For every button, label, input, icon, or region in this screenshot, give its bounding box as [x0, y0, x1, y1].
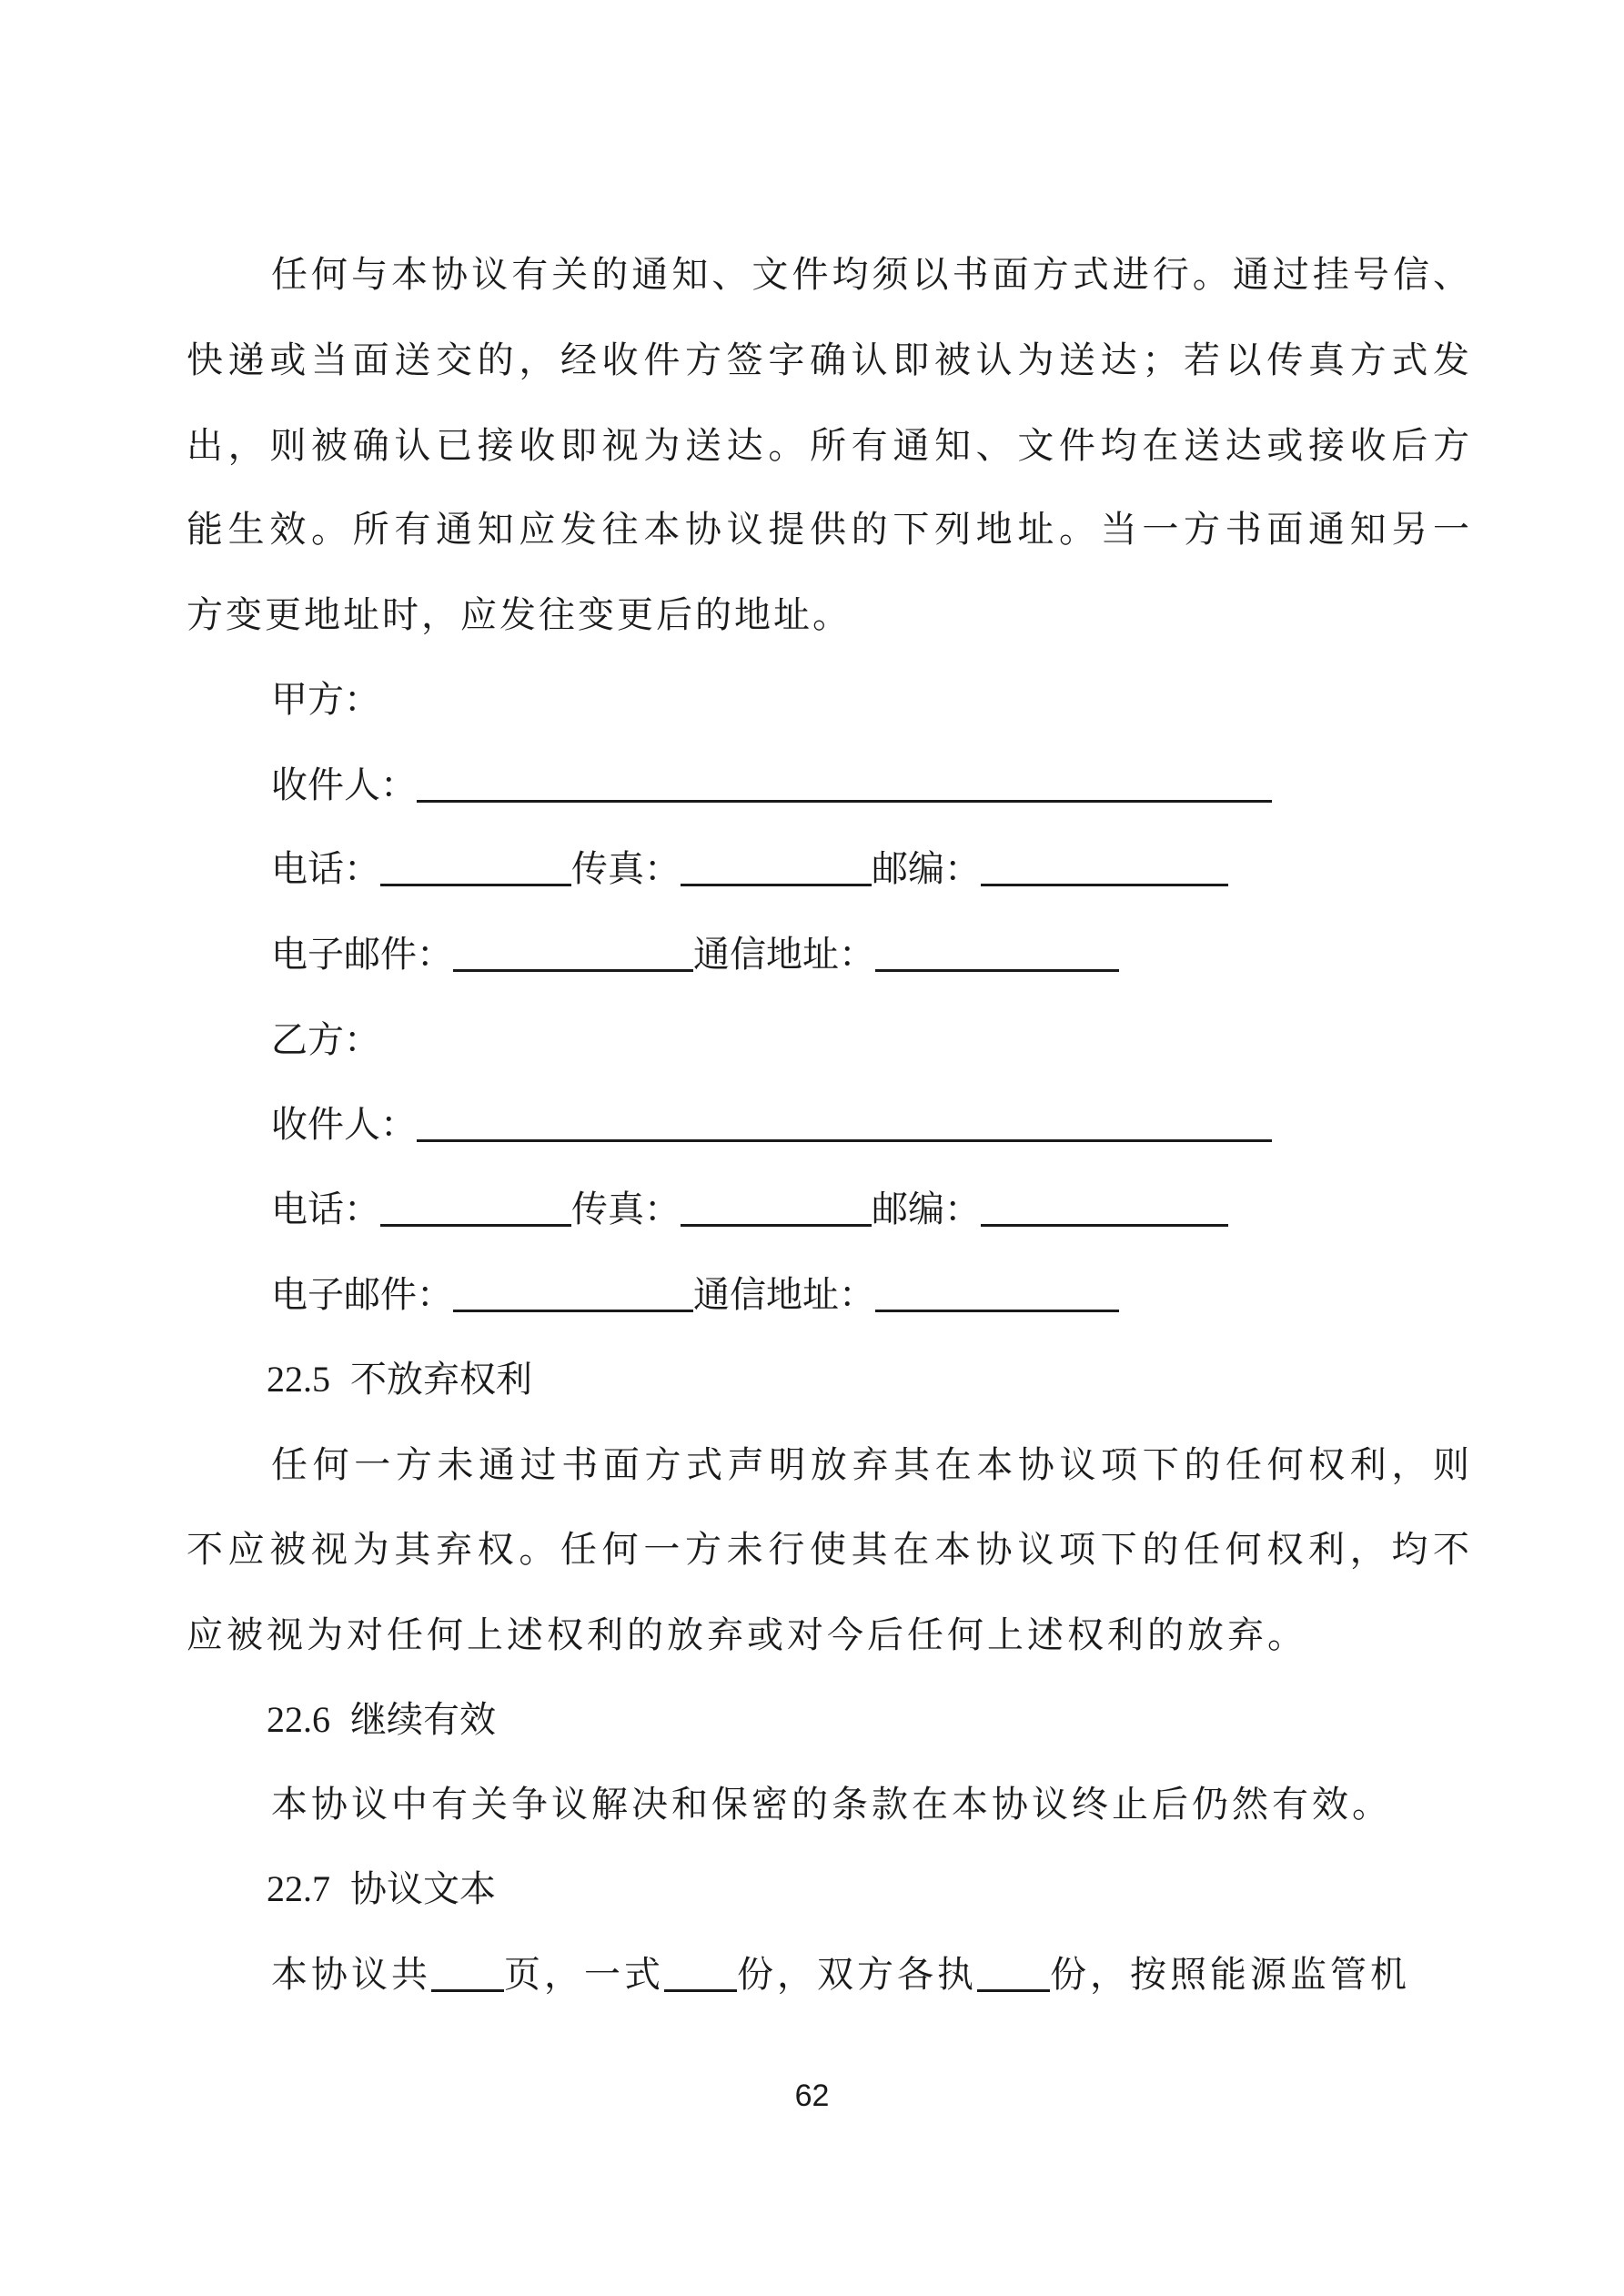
paragraph-line: 快递或当面送交的，经收件方签字确认即被认为送达；若以传真方式发: [187, 339, 1469, 381]
copies-total-blank[interactable]: [664, 1953, 737, 1992]
fax-blank[interactable]: [681, 847, 872, 886]
party-a-email-row: [271, 932, 1119, 977]
section-heading-22-5: [267, 1357, 532, 1402]
section-title: 协议文本: [350, 1868, 496, 1910]
phone-blank[interactable]: [380, 847, 571, 886]
section-number: 22.6: [267, 1699, 330, 1740]
fax-blank[interactable]: [681, 1188, 872, 1227]
recipient-blank[interactable]: [417, 1103, 1272, 1142]
paragraph-line: 应被视为对任何上述权利的放弃或对今后任何上述权利的放弃。: [187, 1614, 1307, 1656]
email-blank[interactable]: [453, 933, 693, 972]
section-number: 22.7: [267, 1868, 330, 1909]
party-a-title: 甲方：: [271, 679, 380, 721]
copies-line: [271, 1952, 1410, 1998]
paragraph-line: 方变更地址时，应发往变更后的地址。: [187, 594, 852, 636]
paragraph-line: 任何一方未通过书面方式声明放弃其在本协议项下的任何权利，则: [271, 1444, 1469, 1486]
pages-blank[interactable]: [431, 1953, 504, 1992]
section-number: 22.5: [267, 1359, 330, 1400]
phone-blank[interactable]: [380, 1188, 571, 1227]
page-number: 62: [794, 2079, 830, 2113]
party-b-contact-row: [271, 1187, 1228, 1232]
fax-label: 传真：: [571, 1188, 681, 1230]
email-label: 电子邮件：: [271, 1274, 453, 1316]
section-heading-22-6: [267, 1697, 496, 1743]
address-label: 通信地址：: [693, 1274, 875, 1316]
copies-each-blank[interactable]: [977, 1953, 1050, 1992]
recipient-label: 收件人：: [271, 764, 417, 806]
paragraph-line: 能生效。所有通知应发往本协议提供的下列地址。当一方书面通知另一: [187, 509, 1469, 551]
section-heading-22-7: [267, 1866, 496, 1912]
email-label: 电子邮件：: [271, 934, 453, 976]
party-a-contact-row: [271, 846, 1228, 892]
paragraph-line: 本协议中有关争议解决和保密的条款在本协议终止后仍然有效。: [271, 1784, 1392, 1826]
paragraph-line: 出，则被确认已接收即视为送达。所有通知、文件均在送达或接收后方: [187, 425, 1469, 467]
party-b-recipient-row: [271, 1102, 1272, 1148]
postcode-blank[interactable]: [981, 847, 1228, 886]
email-blank[interactable]: [453, 1273, 693, 1312]
party-b-title: 乙方：: [271, 1019, 380, 1061]
postcode-label: 邮编：: [872, 848, 981, 890]
postcode-label: 邮编：: [872, 1188, 981, 1230]
copies-text: 份，双方各执: [737, 1954, 977, 1996]
section-title: 继续有效: [350, 1699, 496, 1741]
copies-text: 页，一式: [504, 1954, 664, 1996]
fax-label: 传真：: [571, 848, 681, 890]
section-title: 不放弃权利: [350, 1359, 532, 1401]
postcode-blank[interactable]: [981, 1188, 1228, 1227]
party-a-recipient-row: [271, 763, 1272, 808]
phone-label: 电话：: [271, 848, 380, 890]
copies-text: 份，按照能源监管机: [1050, 1954, 1410, 1996]
recipient-label: 收件人：: [271, 1104, 417, 1146]
paragraph-line: 不应被视为其弃权。任何一方未行使其在本协议项下的任何权利，均不: [187, 1529, 1469, 1571]
address-label: 通信地址：: [693, 934, 875, 976]
recipient-blank[interactable]: [417, 764, 1272, 803]
address-blank[interactable]: [875, 933, 1119, 972]
copies-text: 本协议共: [271, 1954, 431, 1996]
phone-label: 电话：: [271, 1188, 380, 1230]
address-blank[interactable]: [875, 1273, 1119, 1312]
paragraph-line: 任何与本协议有关的通知、文件均须以书面方式进行。通过挂号信、: [271, 254, 1469, 296]
party-b-email-row: [271, 1272, 1119, 1318]
